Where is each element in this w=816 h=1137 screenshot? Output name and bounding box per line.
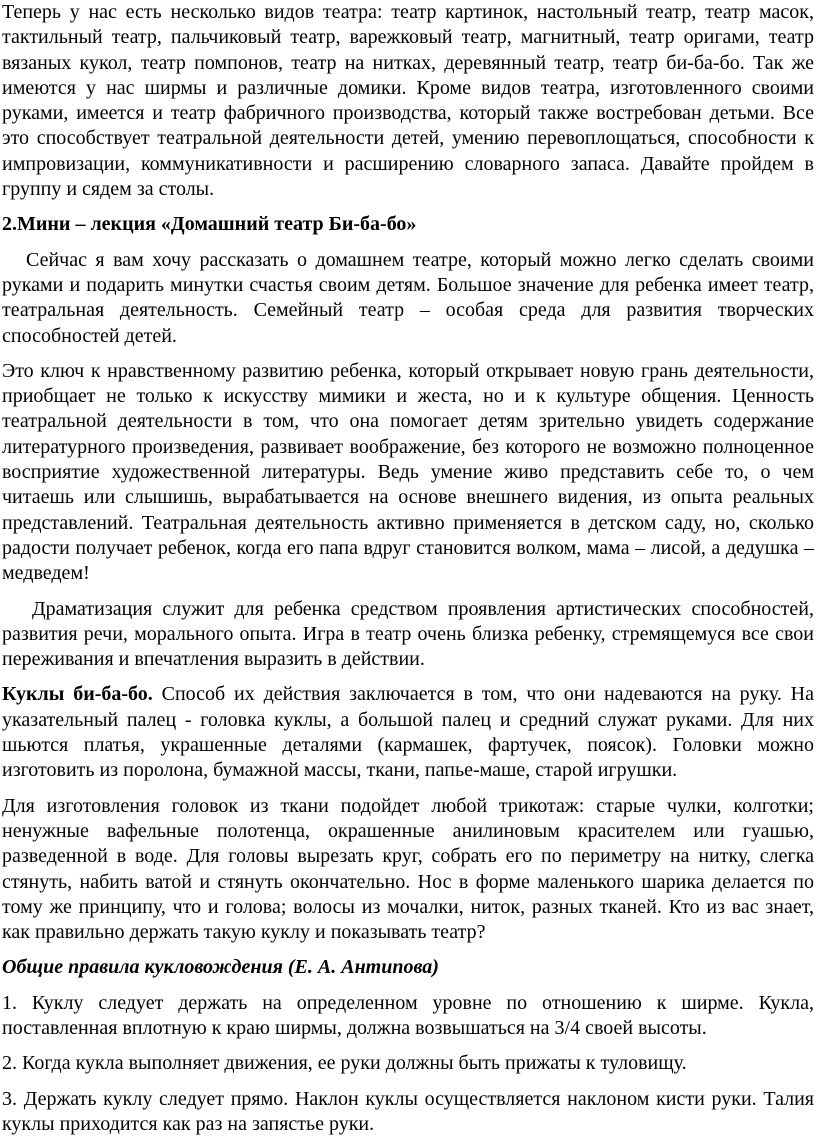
bibabo-description: Способ их действия заключается в том, что они надеваются на руку. На указательный палец - головка куклы, а большой палец и средний служат руками. Для них шьются платья, украшенные деталями (кармашек, фартучек, поясок). Головки можно изготовить из поролона, бумажной массы, ткани, папье-маше, старой игрушки. bbox=[2, 683, 814, 782]
bibabo-lead-term: Куклы би-ба-бо. bbox=[2, 683, 153, 706]
paragraph-home-theatre: Сейчас я вам хочу рассказать о домашнем театре, который можно легко сделать своими руками и подарить минутки счастья своим детям. Большое значение для ребенка имеет театр, театральная деятельность. Семейный театр – особая среда для развития творческих способностей детей. bbox=[2, 248, 814, 347]
paragraph-making-heads: Для изготовления головок из ткани подойдет любой трикотаж: старые чулки, колготки; ненужные вафельные полотенца, окрашенные анилиновым красителем или гуашью, разведенной в воде. Для головы вырезать круг, собрать его по периметру на нитку, слегка стянуть, набить ватой и стянуть окончательно. Нос в форме маленького шарика делается по тому же принципу, что и голова; волосы из мочалки, ниток, разных тканей. Кто из вас знает, как правильно держать такую куклу и показывать театр? bbox=[2, 794, 814, 944]
section-heading-rules: Общие правила кукловождения (Е. А. Антипова) bbox=[2, 956, 439, 979]
section-heading-mini-lecture: 2.Мини – лекция «Домашний театр Би-ба-бо» bbox=[2, 213, 417, 236]
paragraph-bibabo-puppets bbox=[2, 682, 814, 783]
rule-item-2: 2. Когда кукла выполняет движения, ее руки должны быть прижаты к туловищу. bbox=[2, 1052, 687, 1075]
paragraph-theatre-types: Теперь у нас есть несколько видов театра: театр картинок, настольный театр, театр масок, тактильный театр, пальчиковый театр, варежковый театр, магнитный, театр оригами, театр вязаных кукол, театр помпонов, театр на нитках, деревянный театр, театр би-ба-бо. Так же имеются у нас ширмы и различные домики. Кроме видов театра, изготовленного своими руками, имеется и театр фабричного производства, который также востребован детьми. Все это способствует театральной деятельности детей, умению перевоплощаться, способности к импровизации, коммуникативности и расширению словарного запаса. Давайте пройдем в группу и сядем за столы. bbox=[2, 1, 814, 201]
paragraph-dramatization: Драматизация служит для ребенка средством проявления артистических способностей, развития речи, морального опыта. Игра в театр очень близка ребенку, стремящемуся все свои переживания и впечатления выразить в действии. bbox=[2, 597, 814, 671]
rule-item-1: 1. Куклу следует держать на определенном уровне по отношению к ширме. Кукла, поставленная вплотную к краю ширмы, должна возвышаться на 3/4 своей высоты. bbox=[2, 991, 814, 1039]
rule-item-3: 3. Держать куклу следует прямо. Наклон куклы осуществляется наклоном кисти руки. Талия куклы приходится как раз на запястье руки. bbox=[2, 1087, 814, 1135]
paragraph-moral-development: Это ключ к нравственному развитию ребенка, который открывает новую грань деятельности, приобщает не только к искусству мимики и жеста, но и к культуре общения. Ценность театральной деятельности в том, что она помогает детям зрительно увидеть содержание литературного произведения, развивает воображение, без которого не возможно полноценное восприятие художественной литературы. Ведь умение живо представить себе то, о чем читаешь или слышишь, вырабатывается на основе внешнего видения, из опыта реальных представлений. Театральная деятельность активно применяется в детском саду, но, сколько радости получает ребенок, когда его папа вдруг становится волком, мама – лисой, а дедушка – медведем! bbox=[2, 359, 814, 585]
